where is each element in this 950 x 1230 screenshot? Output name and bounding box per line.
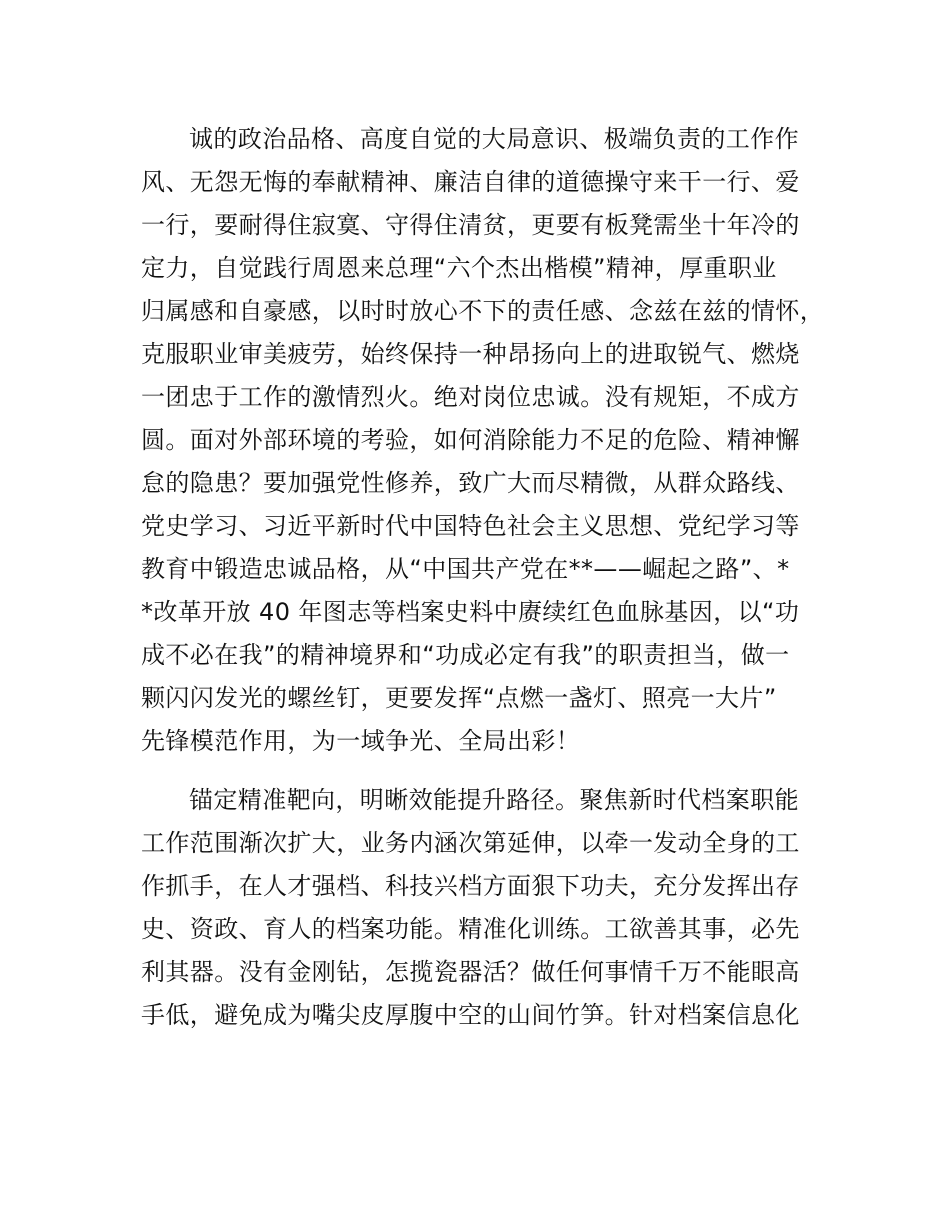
text-line: 一行，要耐得住寂寞、守得住清贫，更要有板凳需坐十年冷的	[141, 211, 800, 239]
text-line: 成不必在我”的精神境界和“功成必定有我”的职责担当，做一	[141, 641, 790, 669]
text-line: 党史学习、习近平新时代中国特色社会主义思想、党纪学习等	[141, 512, 800, 540]
text-line: 风、无怨无悔的奉献精神、廉洁自律的道德操守来干一行、爱	[141, 168, 800, 196]
text-line: 圆。面对外部环境的考验，如何消除能力不足的危险、精神懈	[141, 426, 800, 454]
text-line: 归属感和自豪感，以时时放心不下的责任感、念兹在兹的情怀，	[141, 297, 825, 325]
text-line: 锚定精准靶向，明晰效能提升路径。聚焦新时代档案职能	[189, 786, 799, 814]
text-line: 利其器。没有金刚钻，怎揽瓷器活？做任何事情千万不能眼高	[141, 958, 800, 986]
text-line: 怠的隐患？要加强党性修养，致广大而尽精微，从群众路线、	[141, 469, 800, 497]
text-line: 颗闪闪发光的螺丝钉，更要发挥“点燃一盏灯、照亮一大片”	[141, 684, 777, 712]
text-line: 克服职业审美疲劳，始终保持一种昂扬向上的进取锐气、燃烧	[141, 340, 800, 368]
body-text	[141, 118, 841, 1037]
text-line: 手低，避免成为嘴尖皮厚腹中空的山间竹笋。针对档案信息化	[141, 1001, 800, 1029]
paragraph-2	[141, 779, 841, 1037]
text-line: 先锋模范作用，为一域争光、全局出彩！	[141, 727, 581, 755]
paragraph-spacer	[141, 763, 841, 779]
text-line: *改革开放 40 年图志等档案史料中赓续红色血脉基因，以“功	[141, 598, 800, 626]
text-line: 定力，自觉践行周恩来总理“六个杰出楷模”精神，厚重职业	[141, 254, 777, 282]
text-line: 教育中锻造忠诚品格，从“中国共产党在**——崛起之路”、*	[141, 555, 790, 583]
text-line: 作抓手，在人才强档、科技兴档方面狠下功夫，充分发挥出存	[141, 872, 800, 900]
text-line: 史、资政、育人的档案功能。精准化训练。工欲善其事，必先	[141, 915, 800, 943]
text-line: 诚的政治品格、高度自觉的大局意识、极端负责的工作作	[189, 125, 799, 153]
paragraph-1	[141, 118, 841, 763]
text-line: 工作范围渐次扩大，业务内涵次第延伸，以牵一发动全身的工	[141, 829, 800, 857]
text-line: 一团忠于工作的激情烈火。绝对岗位忠诚。没有规矩，不成方	[141, 383, 800, 411]
